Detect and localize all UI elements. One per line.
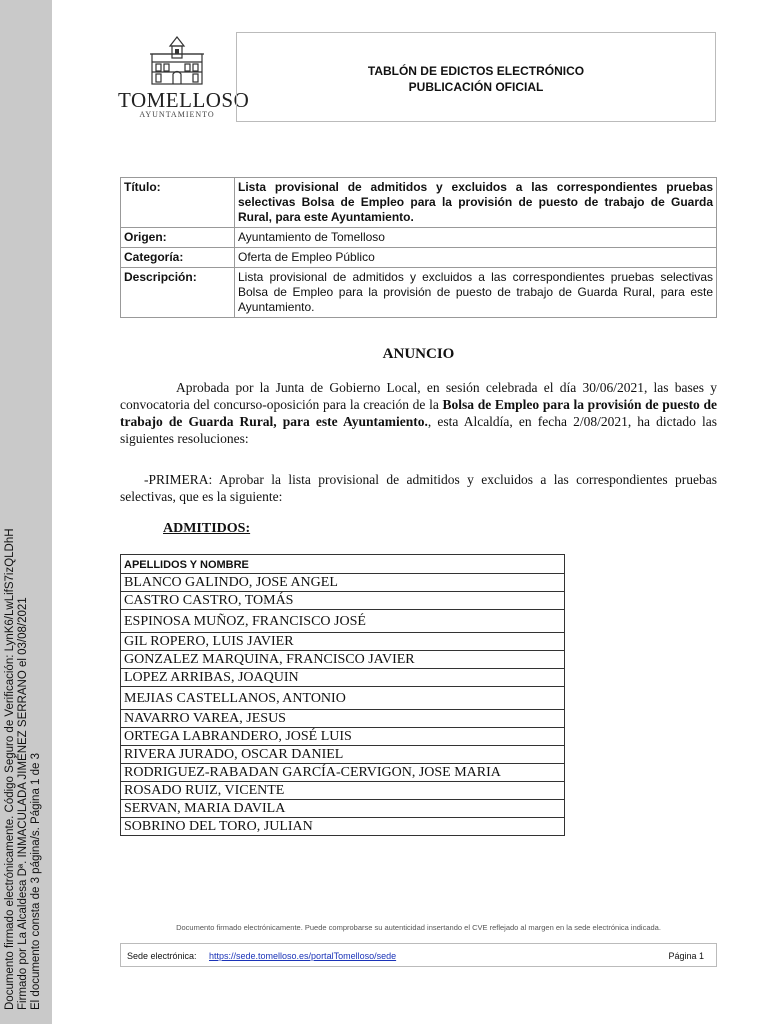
- admitted-heading: ADMITIDOS:: [163, 521, 251, 536]
- name-cell: NAVARRO VAREA, JESUS: [121, 710, 565, 728]
- paragraph-1-bold: Bolsa de Empleo para la provisión de puesto de trabajo de Guarda Rural, para este Ayuntamiento.: [120, 397, 717, 429]
- name-cell: BLANCO GALINDO, JOSE ANGEL: [121, 574, 565, 592]
- name-cell: GONZALEZ MARQUINA, FRANCISCO JAVIER: [121, 651, 565, 669]
- name-cell: ROSADO RUIZ, VICENTE: [121, 782, 565, 800]
- table-row: [121, 728, 565, 746]
- signature-line-1: Documento firmado electrónicamente. Código Seguro de Verificación: LynK6/LwLifS7izQLDhH: [4, 528, 16, 1010]
- meta-row-titulo: [121, 178, 717, 228]
- name-cell: CASTRO CASTRO, TOMÁS: [121, 592, 565, 610]
- meta-value: Lista provisional de admitidos y excluidos a las correspondientes pruebas selectivas Bolsa de Empleo para la provisión de puesto de trabajo de Guarda Rural, para este Ayuntamiento.: [235, 178, 717, 228]
- table-row: [121, 710, 565, 728]
- table-row: [121, 592, 565, 610]
- table-row: [121, 633, 565, 651]
- paragraph-1-part-c: , esta Alcaldía, en fecha 2/08/2021, ha dictado las siguientes resoluciones:: [120, 414, 717, 446]
- page-footer: [120, 943, 717, 967]
- metadata-table: [120, 177, 717, 318]
- authenticity-note: Documento firmado electrónicamente. Puede comprobarse su autenticidad insertando el CVE reflejado al margen en la sede electrónica indicada.: [176, 923, 661, 932]
- name-cell: SERVAN, MARIA DAVILA: [121, 800, 565, 818]
- paragraph-2-text: -PRIMERA: Aprobar la lista provisional de admitidos y excluidos a las correspondientes pruebas selectivas, que es la siguiente:: [120, 472, 717, 504]
- meta-value: Ayuntamiento de Tomelloso: [235, 228, 717, 248]
- meta-row-categoria: [121, 248, 717, 268]
- meta-label: Descripción:: [121, 268, 235, 318]
- table-row: [121, 800, 565, 818]
- sede-link[interactable]: https://sede.tomelloso.es/portalTomelloso/sede: [209, 951, 397, 961]
- name-cell: RODRIGUEZ-RABADAN GARCÍA-CERVIGON, JOSE MARIA: [121, 764, 565, 782]
- signature-text: [4, 528, 43, 1010]
- column-header: APELLIDOS Y NOMBRE: [121, 555, 565, 574]
- announcement-heading: ANUNCIO: [382, 346, 455, 362]
- table-row: [121, 574, 565, 592]
- name-cell: ESPINOSA MUÑOZ, FRANCISCO JOSÉ: [121, 610, 565, 633]
- header-line-2: PUBLICACIÓN OFICIAL: [408, 80, 544, 94]
- town-hall-icon: [148, 34, 206, 86]
- admitted-table: [120, 554, 565, 836]
- table-row: [121, 687, 565, 710]
- table-row: [121, 782, 565, 800]
- tomelloso-logo: [118, 34, 250, 122]
- sede-label: Sede electrónica:: [127, 951, 197, 961]
- paragraph-1-part-a: Aprobada por la Junta de Gobierno Local, en sesión celebrada el día 30/06/2021, las bases y convocatoria del concurso-oposición para la creación de la: [120, 380, 717, 412]
- signature-line-3: El documento consta de 3 página/s. Página 1 de 3: [30, 752, 42, 1010]
- logo-name: TOMELLOSO: [118, 88, 250, 112]
- meta-value: Lista provisional de admitidos y excluidos a las correspondientes pruebas selectivas Bolsa de Empleo para la provisión de puesto de trabajo de Guarda Rural, para este Ayuntamiento.: [235, 268, 717, 318]
- table-row: [121, 818, 565, 836]
- paragraph-1: [120, 379, 717, 447]
- page-number: Página 1: [668, 951, 704, 961]
- table-header-row: [121, 555, 565, 574]
- name-cell: RIVERA JURADO, OSCAR DANIEL: [121, 746, 565, 764]
- name-cell: LOPEZ ARRIBAS, JOAQUIN: [121, 669, 565, 687]
- name-cell: SOBRINO DEL TORO, JULIAN: [121, 818, 565, 836]
- meta-label: Título:: [121, 178, 235, 228]
- table-row: [121, 610, 565, 633]
- meta-value: Oferta de Empleo Público: [235, 248, 717, 268]
- table-row: [121, 651, 565, 669]
- table-row: [121, 764, 565, 782]
- meta-row-descripcion: [121, 268, 717, 318]
- name-cell: MEJIAS CASTELLANOS, ANTONIO: [121, 687, 565, 710]
- signature-line-2: Firmado por La Alcaldesa Dª. INMACULADA JIMÉNEZ SERRANO el 03/08/2021: [17, 597, 29, 1010]
- meta-label: Origen:: [121, 228, 235, 248]
- table-row: [121, 669, 565, 687]
- meta-row-origen: [121, 228, 717, 248]
- header-line-1: TABLÓN DE EDICTOS ELECTRÓNICO: [367, 64, 585, 78]
- logo-subtitle: AYUNTAMIENTO: [139, 110, 215, 119]
- header-box: [236, 32, 716, 122]
- meta-label: Categoría:: [121, 248, 235, 268]
- name-cell: ORTEGA LABRANDERO, JOSÉ LUIS: [121, 728, 565, 746]
- paragraph-2: [120, 471, 717, 505]
- table-row: [121, 746, 565, 764]
- signature-sidebar: [0, 0, 52, 1024]
- name-cell: GIL ROPERO, LUIS JAVIER: [121, 633, 565, 651]
